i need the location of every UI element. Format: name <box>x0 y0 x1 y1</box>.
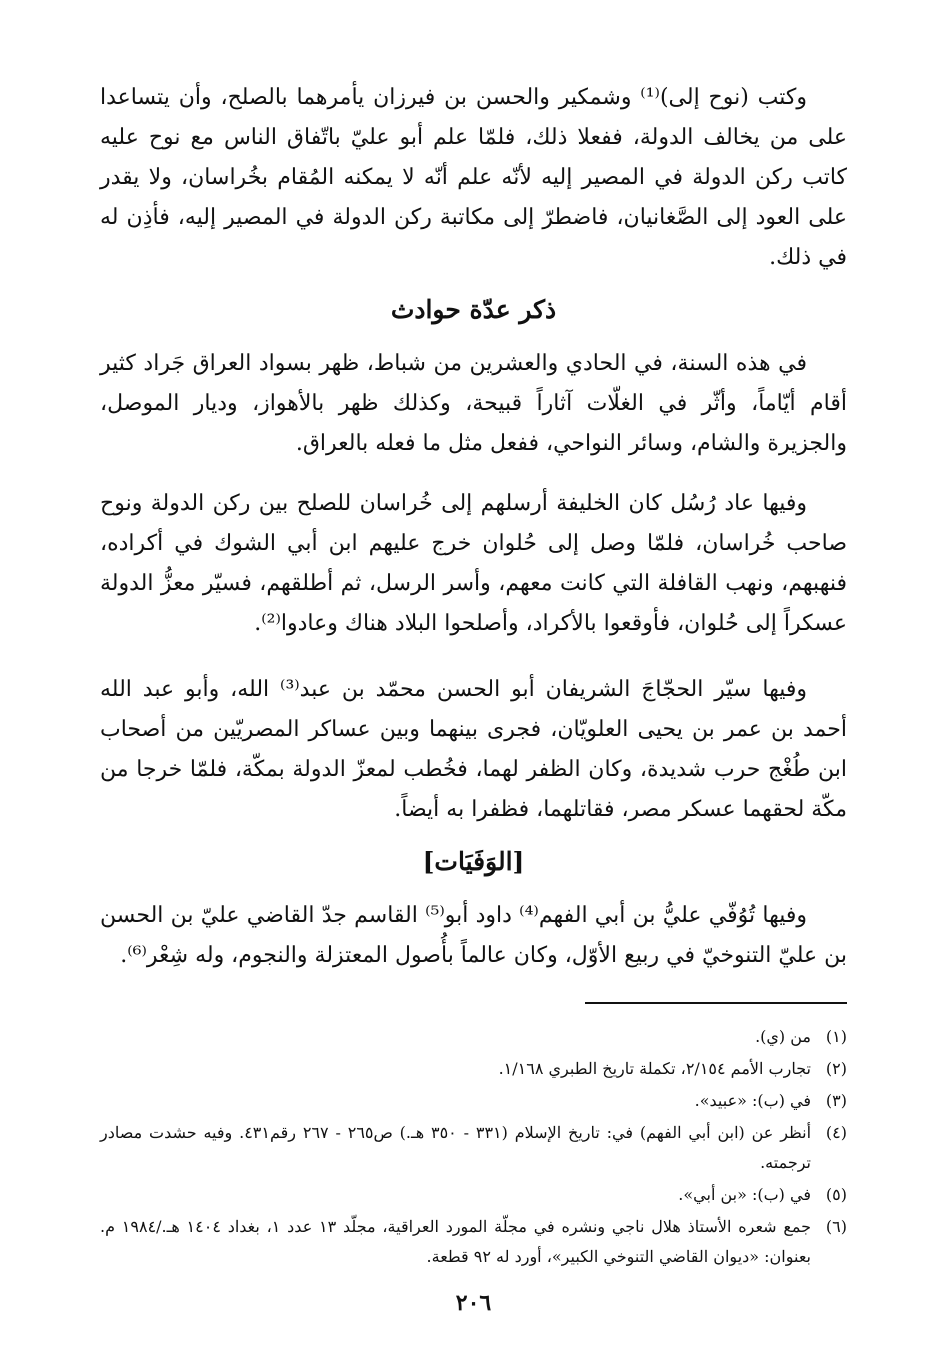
footnote <box>100 1118 847 1178</box>
footnote-number: (٦) <box>825 1217 847 1236</box>
footnote <box>100 1180 847 1210</box>
footnote-text: أنظر عن (ابن أبي الفهم) في: تاريخ الإسلام (٣٣١ - ٣٥٠ هـ.) ص٢٦٥ - ٢٦٧ رقم٤٣١. وفيه حشدت مصادر ترجمته. <box>100 1123 812 1172</box>
footnote <box>100 1022 847 1052</box>
footnote-number: (٥) <box>825 1185 847 1204</box>
footnote-text: في (ب): «بن أبي». <box>678 1185 811 1204</box>
paragraph-nuh-letter: وكتب (نوح إلى)⁽¹⁾ وشمكير والحسن بن فيرزان يأمرهما بالصلح، وأن يتساعدا على من يخالف الدولة، ففعلا ذلك، فلمّا علم أبو عليّ باتّفاق الناس مع نوح عليه كاتب ركن الدولة في المصير إليه لأنّه علم أنّه لا يمكنه المُقام بخُراسان، ولا يقدر على العود إلى الصَّغانيان، فاضطرّ إلى مكاتبة ركن الدولة في المصير إليه، فأذِن له في ذلك. <box>100 85 847 270</box>
footnote-text: جمع شعره الأستاذ هلال ناجي ونشره في مجلّة المورد العراقية، مجلّد ١٣ عدد ١، بغداد ١٤٠٤ هـ./١٩٨٤ م. بعنوان: «ديوان القاضي التنوخي الكبير»، أورد له ٩٢ قطعة. <box>100 1217 812 1266</box>
footnote-number: (٢) <box>825 1059 847 1078</box>
footnote <box>100 1054 847 1084</box>
paragraph-pilgrims: وفيها سيّر الحجّاجَ الشريفان أبو الحسن محمّد بن عبد⁽³⁾ الله، وأبو عبد الله أحمد بن عمر بن يحيى العلويّان، فجرى بينهما وبين عساكر المصريّين من أصحاب ابن طُغْج حرب شديدة، وكان الظفر لهما، فخُطب لمعزّ الدولة بمكّة، فلمّا خرجا من مكّة لحقهما عسكر مصر، فقاتلهما، فظفرا به أيضاً. <box>100 677 847 822</box>
paragraph-deaths: وفيها تُوُفّي عليُّ بن أبي الفهم⁽⁴⁾ داود أبو⁽⁵⁾ القاسم جدّ القاضي عليّ بن الحسن بن عليّ التنوخيّ في ربيع الأوّل، وكان عالماً بأُصول المعتزلة والنجوم، وله شِعْر⁽⁶⁾. <box>100 903 847 968</box>
footnote-text: تجارب الأمم ٢/١٥٤، تكملة تاريخ الطبري ١/١٦٨. <box>498 1059 811 1078</box>
section-heading-events: ذكر عدّة حوادث <box>390 295 557 324</box>
page-body <box>100 78 847 1274</box>
footnote-text: في (ب): «عبيد». <box>694 1091 811 1110</box>
footnote <box>100 1212 847 1272</box>
section-heading-deaths: [الوَفَيَات] <box>422 847 525 876</box>
page-number: ٢٠٦ <box>455 1290 492 1316</box>
footnote-number: (٣) <box>825 1091 847 1110</box>
footnote-separator <box>100 988 847 1018</box>
footnote-number: (١) <box>825 1027 847 1046</box>
footnote-rule <box>585 1002 847 1004</box>
paragraph-envoys: وفيها عاد رُسُل كان الخليفة أرسلهم إلى خُراسان للصلح بين ركن الدولة ونوح صاحب خُراسان، فلمّا وصل إلى حُلوان خرج عليهم ابن أبي الشوك في أكراده، فنهبهم، ونهب القافلة التي كانت معهم، وأسر الرسل، ثم أطلقهم، فسيّر معزُّ الدولة عسكراً إلى حُلوان، فأوقعوا بالأكراد، وأصلحوا البلاد هناك وعادوا⁽²⁾. <box>100 491 847 636</box>
footnotes <box>100 1022 847 1272</box>
paragraph-locusts: في هذه السنة، في الحادي والعشرين من شباط، ظهر بسواد العراق جَراد كثير أقام أيّاماً، وأثّر في الغلّات آثاراً قبيحة، وكذلك ظهر بالأهواز، وديار الموصل، والجزيرة والشام، وسائر النواحي، ففعل مثل ما فعله بالعراق. <box>100 351 847 456</box>
footnote-text: من (ي). <box>755 1027 811 1046</box>
footnote-number: (٤) <box>825 1123 847 1142</box>
footnote <box>100 1086 847 1116</box>
